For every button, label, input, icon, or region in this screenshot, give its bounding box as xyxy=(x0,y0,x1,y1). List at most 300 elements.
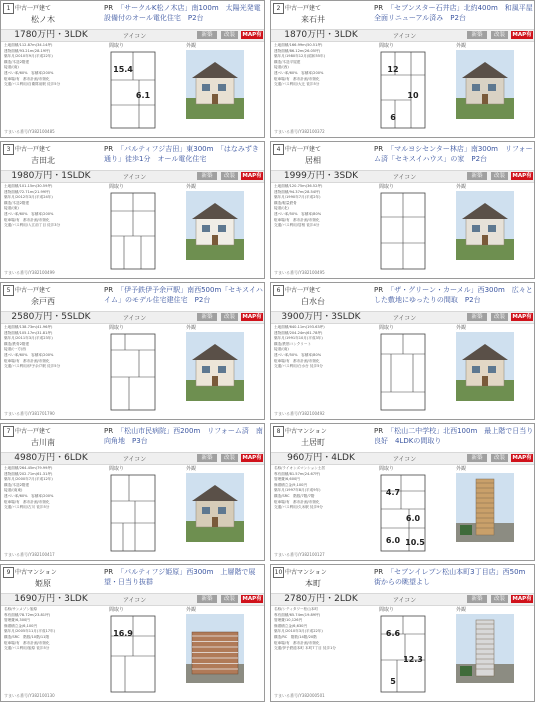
listing-code: すまいる番号/Y382100495 xyxy=(274,270,325,275)
detail-line: 建ぺい率/60% 容積率/200% xyxy=(4,493,54,498)
listing-price: 1999万円・3SDK xyxy=(283,171,359,181)
listing-card[interactable] xyxy=(0,0,265,138)
listing-details xyxy=(274,466,374,511)
pr-text[interactable] xyxy=(104,3,264,23)
room-size-label: 10 xyxy=(407,91,419,100)
detail-line: 駐車場/有 都市計画/市街化 xyxy=(4,640,50,645)
floorplan-image[interactable] xyxy=(379,473,427,553)
detail-line: 交通/バス利用/白水台 徒歩5分 xyxy=(274,364,323,369)
listing-location: 居相 xyxy=(305,156,321,165)
detail-line: 管理費/10,126円 xyxy=(274,618,303,623)
listing-header xyxy=(271,283,534,311)
window xyxy=(488,84,496,91)
map-button[interactable]: MAP有 xyxy=(242,314,262,320)
listing-card[interactable] xyxy=(270,423,535,561)
floorplan-label: 間取り xyxy=(109,43,125,49)
map-button[interactable]: MAP有 xyxy=(512,173,532,179)
detail-line: 土地面積/264.45m(79.99坪) xyxy=(4,466,53,470)
detail-line: 交通/バス利用/伊予余戸駅 徒歩5分 xyxy=(4,364,61,369)
window xyxy=(202,225,210,232)
renovated-badge: 改装 xyxy=(491,595,508,603)
exterior-label: 外観 xyxy=(186,325,197,331)
floorplan-label: 間取り xyxy=(379,184,395,190)
detail-line: 築年月/2012年3月(平成24年) xyxy=(4,195,53,200)
renovated-badge: 改装 xyxy=(221,31,238,39)
listing-price: 2780万円・2LDK xyxy=(284,594,358,604)
listing-code: すまいる番号/Y382100417 xyxy=(4,552,55,557)
exterior-label: 外観 xyxy=(456,325,467,331)
floorplan-label: 間取り xyxy=(379,466,395,472)
price-bar xyxy=(271,170,534,183)
map-button[interactable]: MAP有 xyxy=(512,596,532,602)
room-size-label: 6.0 xyxy=(385,536,401,545)
listing-location: 姫原 xyxy=(35,579,51,588)
plan-outline xyxy=(111,475,155,551)
renovated-badge: 改装 xyxy=(221,172,238,180)
detail-line: 専有面積/65.74m(19.89坪) xyxy=(274,612,321,617)
pr-text[interactable] xyxy=(374,285,534,305)
floorplan-label: 間取り xyxy=(109,184,125,190)
listing-code: すまいる番号/Y382100499 xyxy=(4,270,55,275)
listing-location: 土居町 xyxy=(301,438,325,447)
pr-description[interactable]: 「サークルK松ノ木店」南100m 太陽光発電設備付のオール電化住宅 P2台 xyxy=(104,4,261,22)
detail-line: 建ぺい率/50% 容積率/80% xyxy=(274,211,322,216)
floorplan-image[interactable] xyxy=(109,191,157,271)
detail-line: 接道/(西) xyxy=(274,65,289,70)
listing-price: 1780万円・3LDK xyxy=(14,30,88,40)
listing-details xyxy=(4,607,104,652)
room-size-label: 6.6 xyxy=(385,629,401,638)
pr-description[interactable]: 「パルティフジ吉田」東300m 「はなみずき通り」徒歩1分 オール電化住宅 xyxy=(104,145,259,163)
property-type: 中古一戸建て xyxy=(15,5,52,12)
pr-text[interactable] xyxy=(104,567,264,587)
detail-line: 名称/ライオンズマンション土居 xyxy=(274,466,325,470)
icon-label: アイコン xyxy=(393,33,417,40)
renovated-badge: 改装 xyxy=(221,595,238,603)
property-type: 中古一戸建て xyxy=(15,146,52,153)
listing-card[interactable] xyxy=(0,423,265,561)
floorplan-label: 間取り xyxy=(379,43,395,49)
detail-line: 名称/シティタワー松山本町 xyxy=(274,607,319,611)
detail-line: 建ぺい率/60% 容積率/200% xyxy=(4,211,54,216)
price-bar xyxy=(1,170,264,183)
tower-building xyxy=(476,620,494,676)
floorplan-image[interactable] xyxy=(109,614,157,694)
pr-text[interactable] xyxy=(104,285,264,305)
floorplan-image[interactable] xyxy=(109,50,157,130)
apartment-building xyxy=(192,632,238,674)
door xyxy=(212,517,218,527)
listing-code: すまいる番号/Y382100127 xyxy=(274,552,325,557)
exterior-label: 外観 xyxy=(186,607,197,613)
listing-price: 1870万円・3LDK xyxy=(284,30,358,40)
pr-text[interactable] xyxy=(374,567,534,587)
pr-description[interactable]: 「マルヨシセンター林店」南300m リフォーム済「セキスイハウス」の家 P2台 xyxy=(374,145,533,163)
floorplan-label: 間取り xyxy=(109,607,125,613)
price-bar xyxy=(1,311,264,324)
detail-line: 接道/(南東) xyxy=(4,488,23,493)
listing-price: 4980万円・6LDK xyxy=(14,453,88,463)
room-size-label: 16.9 xyxy=(113,629,133,638)
listing-number: 4 xyxy=(273,144,284,155)
property-type: 中古一戸建て xyxy=(15,428,52,435)
window xyxy=(218,366,226,373)
listing-location: 余戸西 xyxy=(31,297,55,306)
listing-code: すまいる番号/Y381701790 xyxy=(4,411,55,416)
listing-number: 7 xyxy=(3,426,14,437)
listing-details xyxy=(4,325,104,370)
listing-header xyxy=(1,1,264,29)
icon-label: アイコン xyxy=(123,33,147,40)
plan-outline xyxy=(111,334,155,410)
listing-details xyxy=(274,184,374,229)
new-badge: 新築 xyxy=(197,454,217,462)
detail-line: 建物面積/94.37m(28.54坪) xyxy=(274,189,321,194)
detail-line: 建ぺい率/60% 容積率/200% xyxy=(4,70,54,75)
floorplan-image[interactable] xyxy=(379,50,427,130)
new-badge: 新築 xyxy=(467,454,487,462)
listing-header xyxy=(1,424,264,452)
price-bar xyxy=(1,29,264,42)
detail-line: 築年月/2000年7月(平成12年) xyxy=(4,477,53,482)
listing-location: 白水台 xyxy=(301,297,325,306)
detail-line: 交通/バス利用/入江前丁目 徒歩3分 xyxy=(4,223,61,228)
price-bar xyxy=(271,311,534,324)
pr-description[interactable]: 「ザ・グリーン・カーメル」西300m 広々とした敷地にゆったりの間取 P2台 xyxy=(374,286,533,304)
detail-line: 駐車場/有 都市計画/市街化 xyxy=(274,640,320,645)
room-size-label: 6.1 xyxy=(135,91,151,100)
detail-line: 構造/SRC 階数/7階/7階 xyxy=(274,493,315,498)
listing-header xyxy=(271,565,534,593)
price-bar xyxy=(1,452,264,465)
listing-card[interactable] xyxy=(270,564,535,702)
renovated-badge: 改装 xyxy=(491,313,508,321)
listing-card[interactable] xyxy=(270,141,535,279)
listing-price: 960万円・4LDK xyxy=(287,453,355,463)
pr-label: PR xyxy=(374,286,384,294)
listing-header xyxy=(1,565,264,593)
listing-code: すまいる番号/Y382100485 xyxy=(4,129,55,134)
exterior-photo[interactable] xyxy=(186,332,244,401)
detail-line: 専有面積/81.57m(24.67坪) xyxy=(274,471,321,476)
listing-code: すまいる番号/Y382100372 xyxy=(274,129,325,134)
renovated-badge: 改装 xyxy=(221,454,238,462)
detail-line: 管理費/6,300円 xyxy=(4,618,30,623)
detail-line: 建物面積/72.71m(21.99坪) xyxy=(4,189,51,194)
pr-text[interactable] xyxy=(374,426,534,446)
floorplan-image[interactable] xyxy=(109,332,157,412)
listing-card[interactable] xyxy=(270,0,535,138)
window xyxy=(488,225,496,232)
listing-location: 来石井 xyxy=(301,15,325,24)
detail-line: 土地面積/640.11m(193.63坪) xyxy=(274,325,325,329)
door xyxy=(212,376,218,386)
property-type: 中古一戸建て xyxy=(285,5,322,12)
pr-description[interactable]: 「松山二中学校」北西100m 最上階で日当り良好 4LDKの間取り xyxy=(374,427,534,445)
icon-label: アイコン xyxy=(123,597,147,604)
property-type: 中古一戸建て xyxy=(285,146,322,153)
icon-label: アイコン xyxy=(393,174,417,181)
exterior-label: 外観 xyxy=(186,43,197,49)
detail-line: 交通/バス利用/古川 徒歩5分 xyxy=(4,505,50,510)
pr-label: PR xyxy=(374,145,384,153)
pr-description[interactable]: 「セブンスター石井店」北約400m 和風平屋全面リニューアル済み P2台 xyxy=(374,4,533,22)
detail-line: 名称/サンメゾン姫原 xyxy=(4,607,38,611)
exterior-label: 外観 xyxy=(186,466,197,472)
pr-label: PR xyxy=(374,4,384,12)
detail-line: 駐車場/有 都市計画/市街化 xyxy=(274,358,320,363)
listing-number: 9 xyxy=(3,567,14,578)
pr-label: PR xyxy=(104,286,114,294)
renovated-badge: 改装 xyxy=(491,31,508,39)
detail-line: 駐車場/有 都市計画/市街化 xyxy=(4,217,50,222)
new-badge: 新築 xyxy=(467,595,487,603)
pr-label: PR xyxy=(104,427,114,435)
exterior-label: 外観 xyxy=(186,184,197,190)
floorplan-image[interactable] xyxy=(379,332,427,412)
detail-line: 構造/RC 階数/14階/20階 xyxy=(274,634,317,639)
map-button[interactable]: MAP有 xyxy=(242,455,262,461)
detail-line: 建ぺい率/60% 容積率/200% xyxy=(4,352,54,357)
window xyxy=(218,84,226,91)
detail-line: 建ぺい率/60% 容積率/200% xyxy=(274,70,324,75)
listing-card[interactable] xyxy=(0,141,265,279)
map-button[interactable]: MAP有 xyxy=(242,173,262,179)
door xyxy=(482,376,488,386)
new-badge: 新築 xyxy=(467,31,487,39)
door xyxy=(482,94,488,104)
new-badge: 新築 xyxy=(197,172,217,180)
pr-description[interactable]: 「松山市民病院」西200m リフォーム済 南向角地 P3台 xyxy=(104,427,263,445)
map-button[interactable]: MAP有 xyxy=(512,32,532,38)
listing-price: 3900万円・3SLDK xyxy=(281,312,361,322)
floorplan-label: 間取り xyxy=(379,325,395,331)
listing-number: 10 xyxy=(274,569,283,576)
floorplan-image[interactable] xyxy=(379,614,427,694)
map-button[interactable]: MAP有 xyxy=(512,314,532,320)
floorplan-label: 間取り xyxy=(379,607,395,613)
listing-details xyxy=(274,607,374,652)
detail-line: 建物面積/105.17m(31.81坪) xyxy=(4,330,53,335)
new-badge: 新築 xyxy=(197,595,217,603)
listing-card[interactable] xyxy=(0,282,265,420)
listing-header xyxy=(271,142,534,170)
property-type: 中古マンション xyxy=(285,428,327,435)
listing-code: すまいる番号/Y382100492 xyxy=(274,411,325,416)
listing-details xyxy=(274,325,374,370)
renovated-badge: 改装 xyxy=(221,313,238,321)
pr-description[interactable]: 「伊予鉄伊予余戸駅」南西500m「セキスイハイム」のモデル住宅建住宅 P2台 xyxy=(104,286,263,304)
listing-card[interactable] xyxy=(0,564,265,702)
room-size-label: 5 xyxy=(390,677,396,686)
detail-line: 建物面積/93.21m(28.19坪) xyxy=(4,48,51,53)
detail-line: 接道/(北) xyxy=(274,206,289,211)
new-badge: 新築 xyxy=(197,313,217,321)
listing-card[interactable] xyxy=(270,282,535,420)
detail-line: 専有面積/78.72m(23.81坪) xyxy=(4,612,51,617)
exterior-photo[interactable] xyxy=(456,614,514,683)
listing-header xyxy=(271,424,534,452)
property-type: 中古一戸建て xyxy=(285,287,322,294)
icon-label: アイコン xyxy=(393,597,417,604)
detail-line: 築年月/1991年10月(平成3年) xyxy=(274,336,323,341)
detail-line: 構造/木造平屋建 xyxy=(274,59,301,64)
detail-line: 建物面積/202.71m(61.31坪) xyxy=(4,471,53,476)
detail-line: 交通/バス利用/居相 徒歩4分 xyxy=(274,223,320,228)
detail-line: 築年月/2010年3月(平成22年) xyxy=(274,629,323,634)
renovated-badge: 改装 xyxy=(491,172,508,180)
detail-line: 交通/バス利用/姫原 徒歩5分 xyxy=(4,646,50,651)
listing-details xyxy=(274,43,374,88)
exterior-photo[interactable] xyxy=(186,191,244,260)
listing-header xyxy=(1,283,264,311)
exterior-photo[interactable] xyxy=(456,332,514,401)
property-type: 中古マンション xyxy=(15,569,57,576)
listing-header xyxy=(271,1,534,29)
icon-label: アイコン xyxy=(123,315,147,322)
price-bar xyxy=(271,29,534,42)
window xyxy=(472,225,480,232)
detail-line: 構造/軽量鉄骨 xyxy=(274,200,297,205)
listing-details xyxy=(4,184,104,229)
floorplan-image[interactable] xyxy=(109,473,157,553)
detail-line: 管理費/6,600円 xyxy=(274,477,300,482)
room-size-label: 10.5 xyxy=(405,538,425,547)
listing-location: 本町 xyxy=(305,579,321,588)
window xyxy=(472,366,480,373)
listing-price: 1980万円・1SLDK xyxy=(11,171,91,181)
window xyxy=(218,507,226,514)
new-badge: 新築 xyxy=(197,31,217,39)
window xyxy=(202,507,210,514)
exterior-label: 外観 xyxy=(456,466,467,472)
pr-label: PR xyxy=(104,568,114,576)
exterior-label: 外観 xyxy=(456,607,467,613)
exterior-photo[interactable] xyxy=(456,50,514,119)
pr-text[interactable] xyxy=(374,144,534,164)
detail-line: 築年月/2010年9月(平成22年) xyxy=(4,54,53,59)
detail-line: 築年月/1997年8月(平成9年) xyxy=(274,488,321,493)
tower-building xyxy=(476,479,494,535)
property-type: 中古一戸建て xyxy=(15,287,52,294)
detail-line: 駐車場/有 都市計画/市街化 xyxy=(274,76,320,81)
listing-price: 2580万円・5SLDK xyxy=(11,312,91,322)
listing-number: 5 xyxy=(3,285,14,296)
door xyxy=(212,235,218,245)
detail-line: 修繕積立金/6,100円 xyxy=(4,623,38,628)
detail-line: 築年月/1980年12月(昭和55年) xyxy=(274,54,326,59)
detail-line: 土地面積/120.75m(36.52坪) xyxy=(274,184,323,188)
detail-line: 交通/バス利用/自衛隊前駅 徒歩5分 xyxy=(4,82,61,87)
detail-line: 交通/バス利用/久米駅 徒歩9分 xyxy=(274,505,323,510)
detail-line: 土地面積/112.87m(34.14坪) xyxy=(4,43,53,47)
exterior-label: 外観 xyxy=(456,184,467,190)
detail-line: 土地面積/166.99m(50.51坪) xyxy=(274,43,323,47)
icon-label: アイコン xyxy=(393,456,417,463)
pr-label: PR xyxy=(104,4,114,12)
floorplan-label: 間取り xyxy=(109,325,125,331)
pr-text[interactable] xyxy=(104,144,264,164)
listing-location: 吉田北 xyxy=(31,156,55,165)
property-type: 中古マンション xyxy=(285,569,327,576)
map-button[interactable]: MAP有 xyxy=(242,32,262,38)
map-button[interactable]: MAP有 xyxy=(512,455,532,461)
pr-text[interactable] xyxy=(374,3,534,23)
detail-line: 駐車場/有 都市計画/市街化 xyxy=(274,499,320,504)
detail-line: 駐車場/有 都市計画/市街化 xyxy=(4,499,50,504)
room-size-label: 12 xyxy=(387,65,399,74)
room-size-label: 12.3 xyxy=(403,655,423,664)
exterior-photo[interactable] xyxy=(186,614,244,683)
price-bar xyxy=(271,593,534,606)
window xyxy=(472,84,480,91)
detail-line: 築年月/2011年3月(平成23年) xyxy=(4,336,53,341)
exterior-photo[interactable] xyxy=(186,473,244,542)
icon-label: アイコン xyxy=(393,315,417,322)
detail-line: 構造/木造2階建 xyxy=(4,200,30,205)
detail-line: 修繕積立金/6,630円 xyxy=(274,623,308,628)
icon-label: アイコン xyxy=(123,456,147,463)
exterior-label: 外観 xyxy=(456,43,467,49)
exterior-photo[interactable] xyxy=(186,50,244,119)
renovated-badge: 改装 xyxy=(491,454,508,462)
pr-text[interactable] xyxy=(104,426,264,446)
pr-description[interactable]: 「セブンイレブン松山本町3丁目店」西50m 街からの眺望よし xyxy=(374,568,533,586)
listing-code: すまいる番号/Y382000501 xyxy=(274,693,325,698)
listing-details xyxy=(4,43,104,88)
detail-line: 構造/木造2階建 xyxy=(4,59,30,64)
detail-line: 構造/SRC 階数/10階/11階 xyxy=(4,634,50,639)
window xyxy=(488,366,496,373)
listing-number: 6 xyxy=(273,285,284,296)
detail-line: 駐車場/有 都市計画/市街化 xyxy=(274,217,320,222)
pr-description[interactable]: 「パルティフジ姫原」西300m 上層階で展望・日当り抜群 xyxy=(104,568,256,586)
listing-location: 古川南 xyxy=(31,438,55,447)
detail-line: 接道/(南) xyxy=(274,347,289,352)
window xyxy=(202,366,210,373)
detail-line: 接道/(東) xyxy=(4,206,19,211)
icon-label: アイコン xyxy=(123,174,147,181)
tree xyxy=(460,666,472,676)
pr-label: PR xyxy=(374,568,384,576)
listing-number: 1 xyxy=(3,3,14,14)
listing-code: すまいる番号/Y382100130 xyxy=(4,693,55,698)
detail-line: 建物面積/86.12m(26.05坪) xyxy=(274,48,321,53)
listing-number: 3 xyxy=(3,144,14,155)
detail-line: 構造/鉄筋コンクリート xyxy=(274,341,312,346)
room-size-label: 15.4 xyxy=(113,65,133,74)
listing-location: 松ノ木 xyxy=(31,15,55,24)
price-bar xyxy=(1,593,264,606)
detail-line: 駐車場/有 都市計画/市街化 xyxy=(4,76,50,81)
floorplan-image[interactable] xyxy=(379,191,427,271)
exterior-photo[interactable] xyxy=(456,473,514,542)
window xyxy=(218,225,226,232)
detail-line: 土地面積/101.15m(30.59坪) xyxy=(4,184,53,188)
new-badge: 新築 xyxy=(467,172,487,180)
door xyxy=(482,235,488,245)
listing-header xyxy=(1,142,264,170)
new-badge: 新築 xyxy=(467,313,487,321)
floorplan-label: 間取り xyxy=(109,466,125,472)
listing-number: 2 xyxy=(273,3,284,14)
room-size-label: 4.7 xyxy=(385,488,401,497)
detail-line: 接道/(南) xyxy=(4,65,19,70)
listing-details xyxy=(4,466,104,511)
exterior-photo[interactable] xyxy=(456,191,514,260)
map-button[interactable]: MAP有 xyxy=(242,596,262,602)
pr-label: PR xyxy=(374,427,384,435)
